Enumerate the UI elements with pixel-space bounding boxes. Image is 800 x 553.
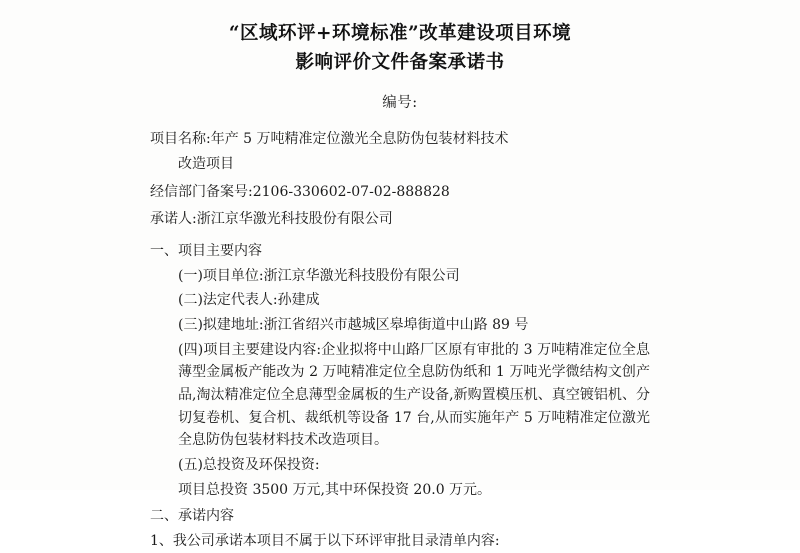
section-one-item-2: (二)法定代表人:孙建成 xyxy=(178,292,320,309)
field-promisor xyxy=(150,208,650,231)
section-two-heading: 二、承诺内容 xyxy=(150,508,234,525)
document-body xyxy=(150,128,650,552)
section-one-item-3: (三)拟建地址:浙江省绍兴市越城区皋埠街道中山路 89 号 xyxy=(178,317,529,334)
field-promisor-label: 承诺人: xyxy=(150,211,197,228)
section-one-item-5: (五)总投资及环保投资: xyxy=(178,457,320,474)
field-record-number xyxy=(150,181,650,204)
section-two-item-1: 1、我公司承诺本项目不属于以下环评审批目录清单内容: xyxy=(150,533,500,550)
section-one-heading: 一、项目主要内容 xyxy=(150,243,262,260)
field-record-number-label: 经信部门备案号: xyxy=(150,183,253,200)
field-project-name xyxy=(150,128,650,151)
document-title xyxy=(150,20,650,77)
section-one-item-1: (一)项目单位:浙江京华激光科技股份有限公司 xyxy=(178,267,460,284)
section-one-item-4: (四)项目主要建设内容:企业拟将中山路厂区原有审批的 3 万吨精准定位全息薄型金属板产能改为 2 万吨精准定位全息防伪纸和 1 万吨光学微结构文创产品,淘汰精准定位全息薄型金属板的生产设备,新购置模压机、真空镀铝机、分切复卷机、复合机、裁纸机等设备 17 台,从而实施年产 5 万吨精准定位激光全息防伪包装材料技术改造项目。 xyxy=(178,341,650,449)
section-one-investment: 项目总投资 3500 万元,其中环保投资 20.0 万元。 xyxy=(178,481,492,498)
document-number-label: 编号: xyxy=(382,95,418,112)
title-line-1: “区域环评+环境标准”改革建设项目环境 xyxy=(228,23,572,44)
field-project-name-label: 项目名称: xyxy=(150,131,211,148)
field-project-name-value-cont: 改造项目 xyxy=(178,156,234,173)
field-record-number-value: 2106-330602-07-02-888828 xyxy=(252,183,450,200)
field-promisor-value: 浙江京华激光科技股份有限公司 xyxy=(196,211,393,228)
field-project-name-value: 年产 5 万吨精准定位激光全息防伪包装材料技术 xyxy=(210,131,509,148)
title-line-2: 影响评价文件备案承诺书 xyxy=(295,51,505,73)
